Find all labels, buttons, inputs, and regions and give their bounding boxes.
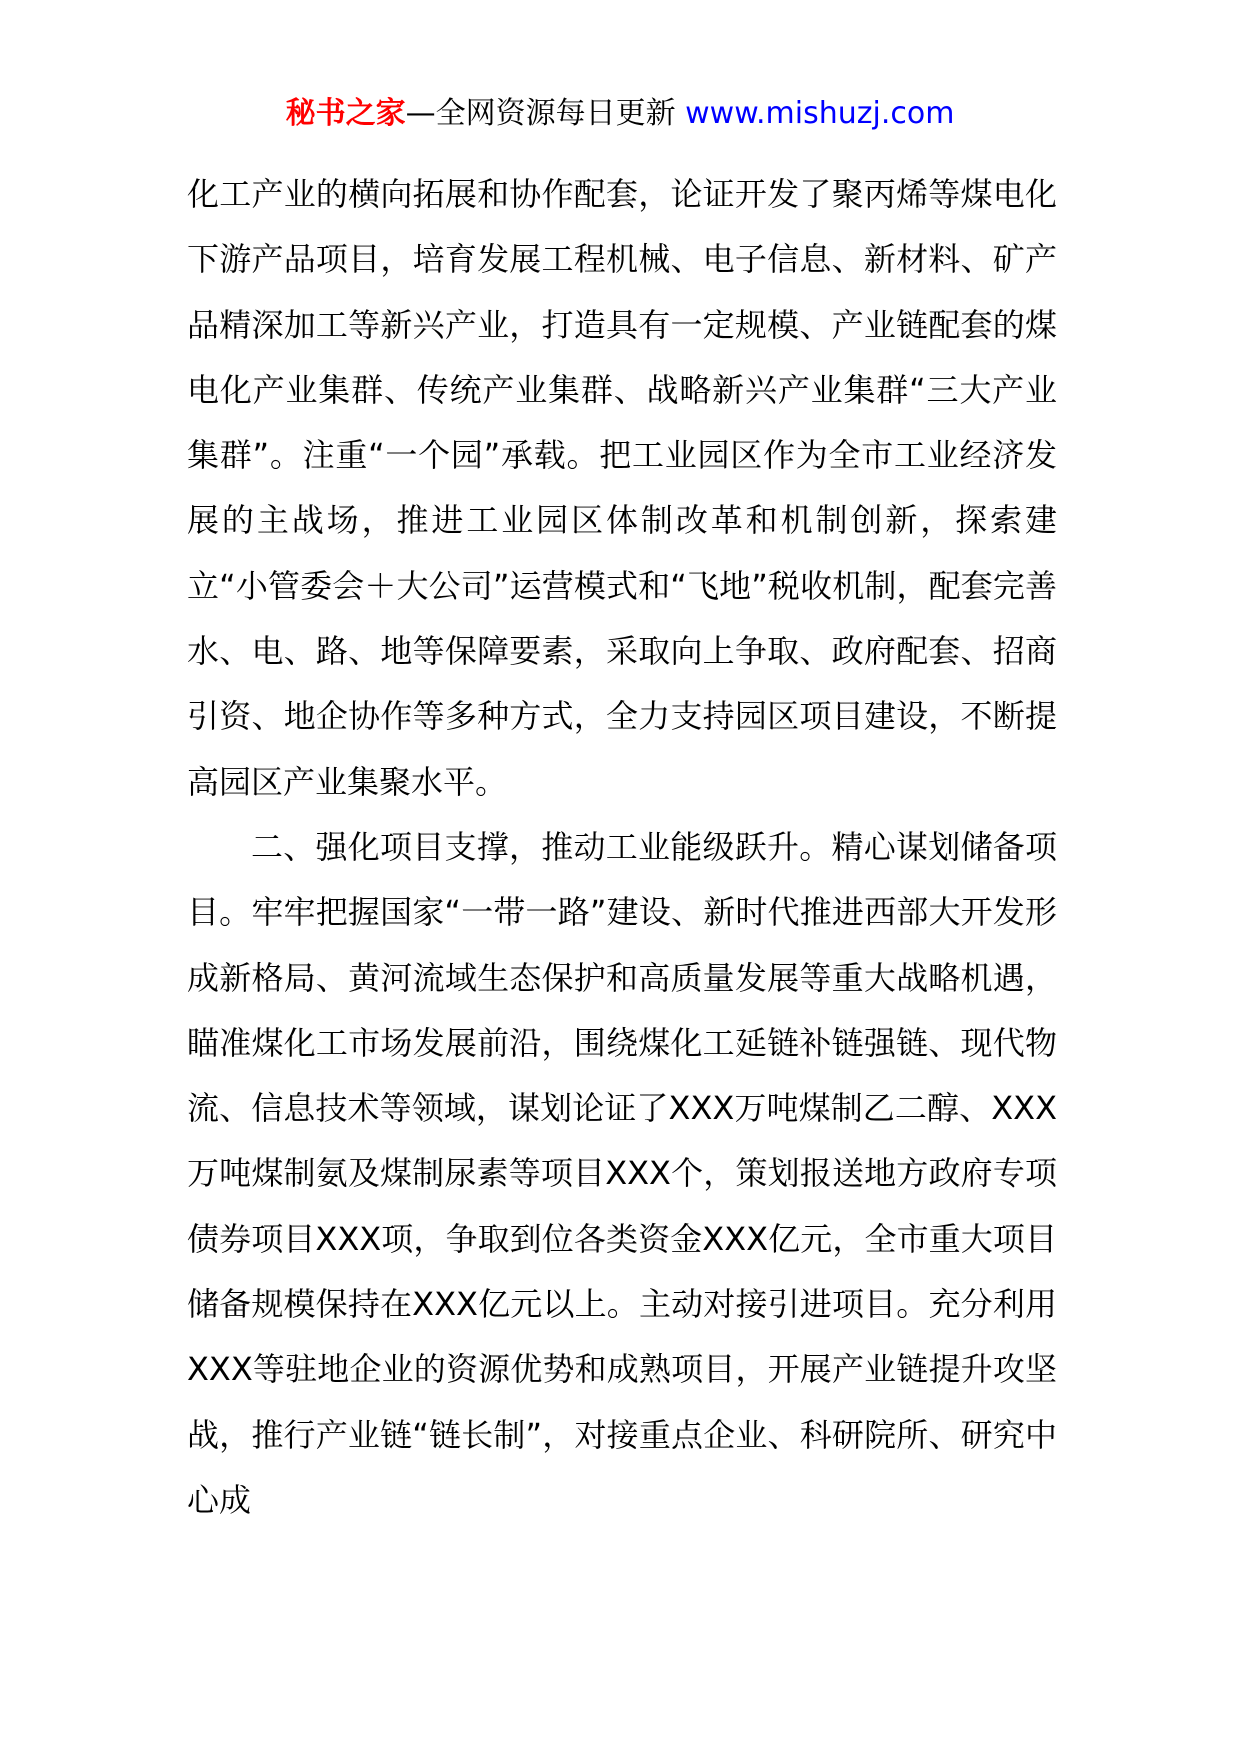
brand-name: 秘书之家 <box>285 96 406 131</box>
document-body <box>187 162 1057 1533</box>
site-header <box>0 94 1240 134</box>
paragraph-section-two: 二、强化项目支撑，推动工业能级跃升。精心谋划储备项目。牢牢把握国家“一带一路”建设、新时代推进西部大开发形成新格局、黄河流域生态保护和高质量发展等重大战略机遇，瞄准煤化工市场发展前沿，围绕煤化工延链补链强链、现代物流、信息技术等领域，谋划论证了XXX万吨煤制乙二醇、XXX万吨煤制氨及煤制尿素等项目XXX个，策划报送地方政府专项债券项目XXX项，争取到位各类资金XXX亿元，全市重大项目储备规模保持在XXX亿元以上。主动对接引进项目。充分利用XXX等驻地企业的资源优势和成熟项目，开展产业链提升攻坚战，推行产业链“链长制”，对接重点企业、科研院所、研究中心成 <box>187 827 1057 1519</box>
paragraph-continued: 化工产业的横向拓展和协作配套，论证开发了聚丙烯等煤电化下游产品项目，培育发展工程机械、电子信息、新材料、矿产品精深加工等新兴产业，打造具有一定规模、产业链配套的煤电化产业集群、传统产业集群、战略新兴产业集群“三大产业集群”。注重“一个园”承载。把工业园区作为全市工业经济发展的主战场，推进工业园区体制改革和机制创新，探索建立“小管委会＋大公司”运营模式和“飞地”税收机制，配套完善水、电、路、地等保障要素，采取向上争取、政府配套、招商引资、地企协作等多种方式，全力支持园区项目建设，不断提高园区产业集聚水平。 <box>187 175 1057 801</box>
header-tagline: —全网资源每日更新 <box>405 96 676 131</box>
site-url-link[interactable]: www.mishuzj.com <box>685 96 955 131</box>
